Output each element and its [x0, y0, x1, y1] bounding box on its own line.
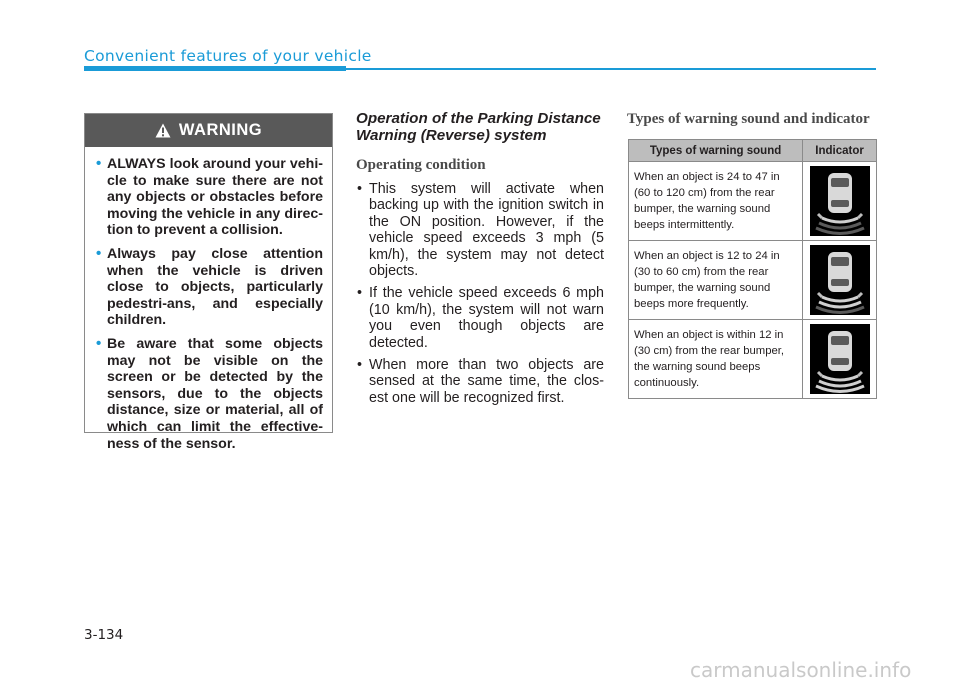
operating-condition-title: Operating condition	[356, 157, 486, 173]
warning-heading: WARNING	[178, 121, 263, 139]
table-row	[629, 162, 877, 241]
col-header-sound: Types of warning sound	[629, 140, 803, 162]
operation-section	[356, 111, 604, 412]
operating-condition-list	[356, 181, 604, 406]
warning-item: • Be aware that some objects may not be visible on the screen or be detected by the sensors, due to the objects distance, size or material, all of which can limit the effective-ness of the sensor.	[98, 336, 323, 452]
list-item: • When more than two objects are sensed at the same time, the clos-est one will be recognized first.	[356, 357, 604, 406]
warning-box	[84, 113, 333, 452]
section-header-title: Convenient features of your vehicle	[84, 47, 372, 65]
list-item: • This system will activate when backing up with the ignition switch in the ON position. However, if the vehicle speed exceeds 3 mph (5 km/h), the system may not detect objects.	[356, 181, 604, 279]
table-row	[629, 241, 877, 320]
table-row	[629, 320, 877, 399]
page-number: 3-134	[84, 627, 124, 643]
parking-sensor-indicator-icon	[810, 245, 870, 315]
sound-description: When an object is 12 to 24 in (30 to 60 cm) from the rear bumper, the warning sound beeps more frequently.	[629, 241, 803, 320]
warning-header	[85, 114, 332, 147]
watermark: carmanualsonline.info	[690, 658, 912, 682]
warning-triangle-icon	[155, 123, 171, 138]
parking-sensor-indicator-icon	[810, 166, 870, 236]
warning-list	[85, 147, 332, 452]
list-item: • If the vehicle speed exceeds 6 mph (10 km/h), the system will not warn you even though objects are detected.	[356, 285, 604, 351]
header-rule	[346, 68, 876, 70]
operation-title: Operation of the Parking Distance Warning (Reverse) system	[356, 110, 601, 144]
header-bar	[84, 66, 346, 71]
indicator-table	[628, 139, 877, 399]
parking-sensor-indicator-icon	[810, 324, 870, 394]
sound-description: When an object is within 12 in (30 cm) from the rear bumper, the warning sound beeps continuously.	[629, 320, 803, 399]
sound-description: When an object is 24 to 47 in (60 to 120 cm) from the rear bumper, the warning sound beeps intermittently.	[629, 162, 803, 241]
col-header-indicator: Indicator	[803, 140, 877, 162]
warning-item: • Always pay close attention when the vehicle is driven close to objects, particularly pedestri-ans, and especially children.	[98, 246, 323, 329]
warning-item: • ALWAYS look around your vehi-cle to make sure there are not any objects or obstacles before moving the vehicle in any direc-tion to prevent a collision.	[98, 156, 323, 239]
types-title: Types of warning sound and indicator	[627, 111, 870, 127]
